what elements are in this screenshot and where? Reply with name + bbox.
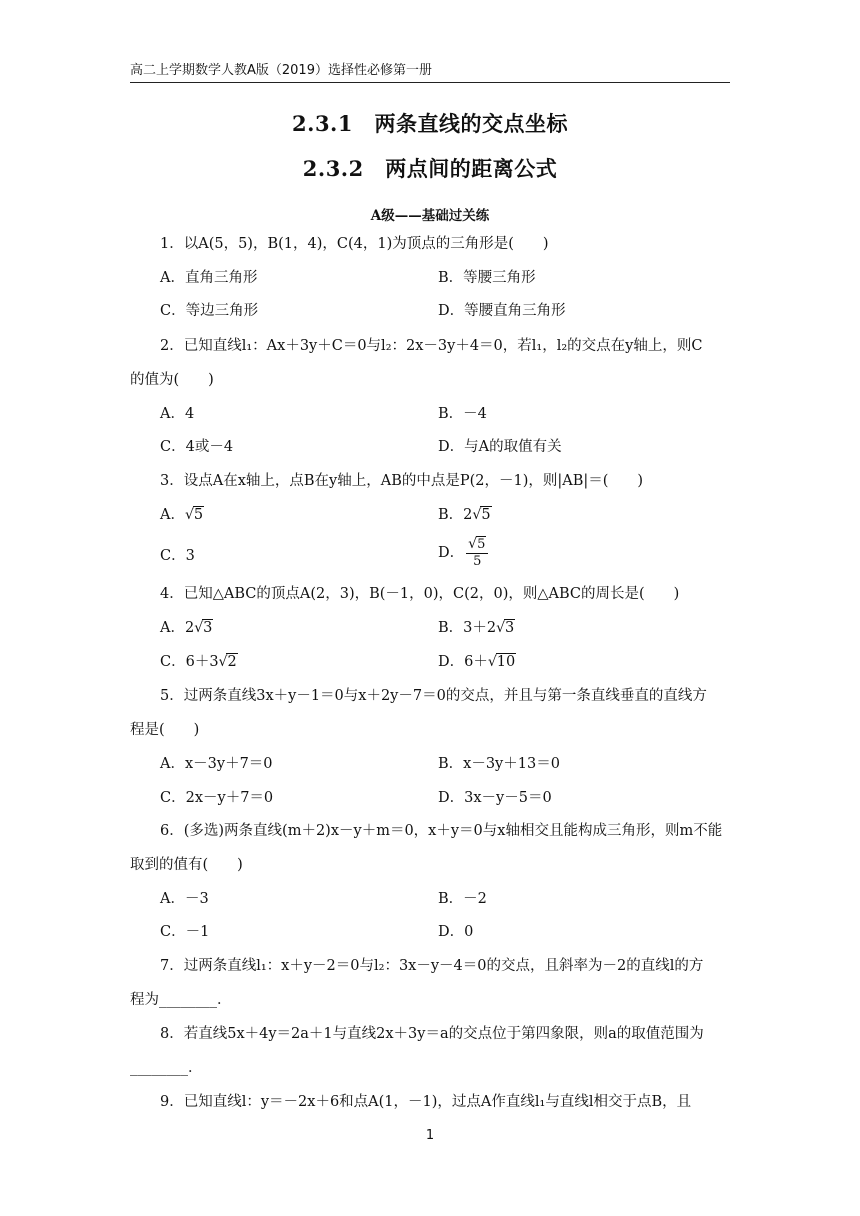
q4-option-d-radicand: 10 [496,654,516,670]
title-2-3-2: 2.3.2 两点间的距离公式 [302,156,558,181]
q4-option-d [438,652,516,672]
q3-option-b-prefix: B．2 [438,507,473,523]
q5-option-b: B．x－3y＋13＝0 [438,756,560,772]
q5-option-d: D．3x－y－5＝0 [438,790,552,806]
q2-option-c: C．4或－4 [160,439,234,455]
section-heading: A级——基础过关练 [370,208,490,224]
question-7-line-1: 7．过两条直线l₁：x＋y－2＝0与l₂：3x－y－4＝0的交点，且斜率为－2的直线l的方 [160,958,704,974]
question-1: 1．以A(5，5)，B(1，4)，C(4，1)为顶点的三角形是( ) [160,236,549,252]
q1-option-d: D．等腰直角三角形 [438,303,566,319]
title-2-3-1: 2.3.1 两条直线的交点坐标 [292,111,568,136]
question-6-line-1: 6．(多选)两条直线(m＋2)x－y＋m＝0，x＋y＝0与x轴相交且能构成三角形，则m不能 [160,823,723,839]
q4-option-b-prefix: B．3＋2 [438,620,497,636]
q2-option-d: D．与A的取值有关 [438,439,562,455]
q3-option-a [160,505,204,525]
q6-option-a: A．－3 [160,891,209,907]
q3-option-b-radicand: 5 [481,507,491,523]
question-6-line-2: 取到的值有( ) [130,857,243,873]
q3-option-d-fraction [466,536,488,570]
q4-option-a-prefix: A．2 [160,620,195,636]
q3-option-d-prefix: D． [438,545,465,561]
question-3: 3．设点A在x轴上，点B在y轴上，AB的中点是P(2，－1)，则|AB|＝( ) [160,473,644,489]
sqrt-icon: √ [487,654,497,670]
q3-option-a-prefix: A． [160,507,185,523]
q1-option-c: C．等边三角形 [160,303,259,319]
q4-option-c-radicand: 2 [227,654,237,670]
question-2-line-2: 的值为( ) [130,372,214,388]
q6-option-c: C．－1 [160,924,210,940]
q2-option-a: A．4 [160,406,195,422]
q3-option-a-radicand: 5 [193,507,204,523]
sqrt-icon: √ [184,507,194,523]
q6-option-d: D．0 [438,924,474,940]
question-8-line-1: 8．若直线5x＋4y＝2a＋1与直线2x＋3y＝a的交点位于第四象限，则a的取值范围为 [160,1026,704,1042]
question-7-line-2: 程为________． [130,992,232,1008]
fraction-denominator: 5 [473,554,482,569]
question-8-line-2: ________． [130,1060,203,1076]
q1-option-b: B．等腰三角形 [438,270,536,286]
sqrt-icon: √ [496,620,506,636]
sqrt-icon: √ [472,507,482,523]
q4-option-b [438,618,515,638]
question-4: 4．已知△ABC的顶点A(2，3)，B(－1，0)，C(2，0)，则△ABC的周长是( ) [160,586,680,602]
q4-option-c [160,652,238,672]
page-number: 1 [425,1128,435,1143]
q3-option-c: C．3 [160,548,195,564]
q2-option-b: B．－4 [438,406,487,422]
q5-option-c: C．2x－y＋7＝0 [160,790,274,806]
q4-option-b-radicand: 3 [505,620,515,636]
sqrt-icon: √ [218,654,228,670]
question-5-line-2: 程是( ) [130,722,200,738]
fraction-numerator [466,536,488,554]
q5-option-a: A．x－3y＋7＝0 [160,756,273,772]
q4-option-a-radicand: 3 [203,620,213,636]
q6-option-b: B．－2 [438,891,487,907]
q3-option-d [438,536,488,570]
q1-option-a: A．直角三角形 [160,270,258,286]
question-5-line-1: 5．过两条直线3x＋y－1＝0与x＋2y－7＝0的交点，并且与第一条直线垂直的直线方 [160,688,707,704]
question-2-line-1: 2．已知直线l₁：Ax＋3y＋C＝0与l₂：2x－3y＋4＝0，若l₁，l₂的交点在y轴上，则C [160,338,703,354]
q3-option-d-radicand: 5 [477,537,486,552]
q4-option-a [160,618,213,638]
sqrt-icon: √ [468,536,478,552]
q4-option-c-prefix: C．6＋3 [160,654,219,670]
q4-option-d-prefix: D．6＋ [438,654,488,670]
q3-option-b [438,505,492,525]
page-header: 高二上学期数学人教A版（2019）选择性必修第一册 [130,60,730,83]
question-9-line-1: 9．已知直线l：y＝－2x＋6和点A(1，－1)，过点A作直线l₁与直线l相交于点B，且 [160,1094,692,1110]
sqrt-icon: √ [194,620,204,636]
